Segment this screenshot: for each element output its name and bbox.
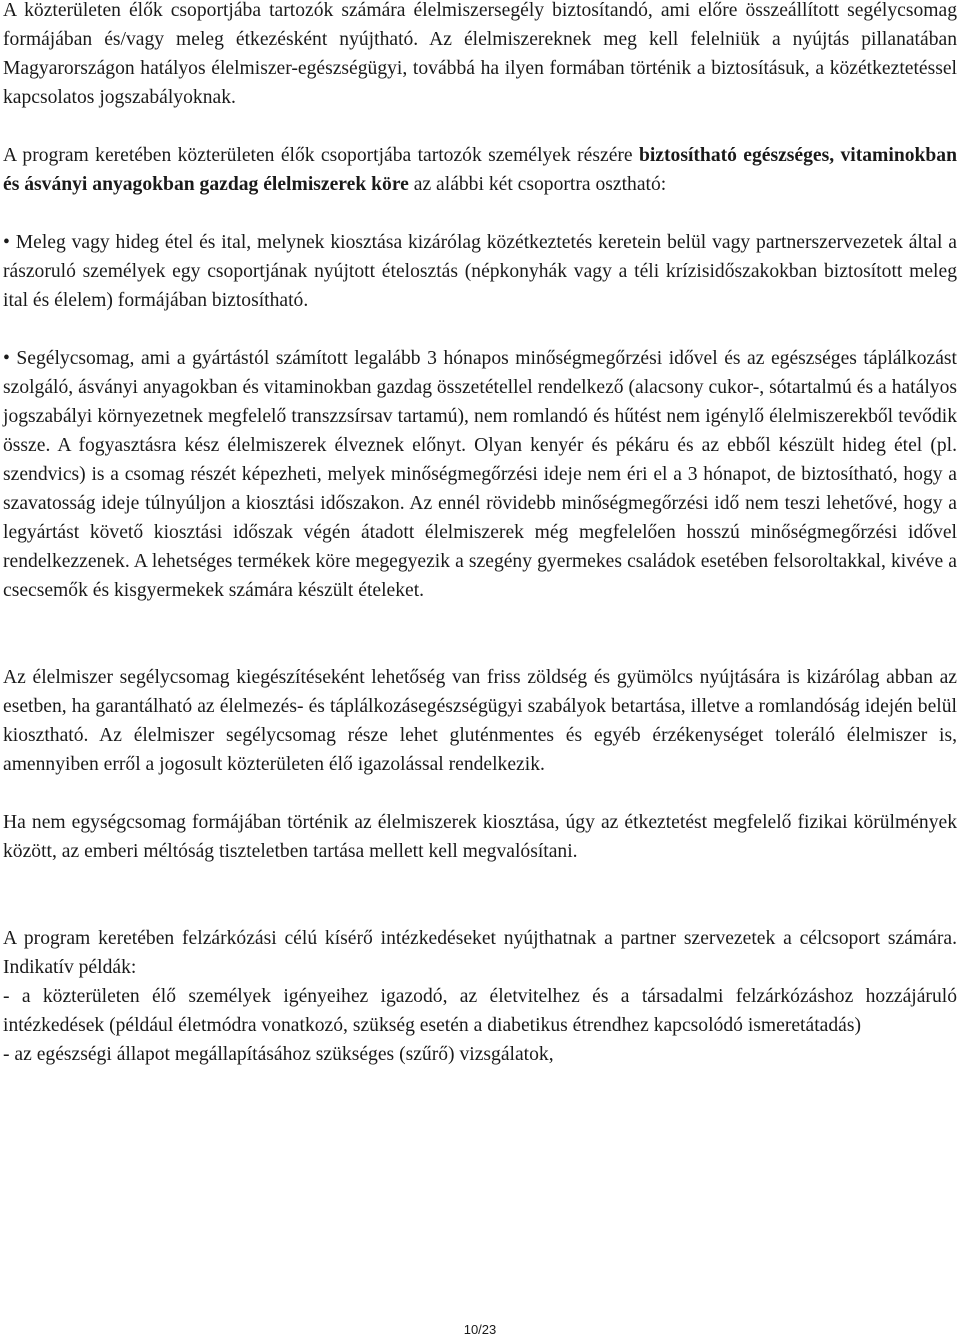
paragraph-food-groups-end: az alábbi két csoportra osztható: [408,174,667,195]
paragraph-food-aid-intro: A közterületen élők csoportjába tartozók számára élelmiszersegély biztosítandó, ami előre összeállított segélycsomag formájában és/vagy meleg étkezésként nyújtható. Az élelmiszereknek meg kell felelniük a nyújtás pillanatában Magyarországon hatályos élelmiszer-egészségügyi, továbbá ha ilyen formában történik a biztosításuk, a közétkeztetéssel kapcsolatos jogszabályoknak. [3,0,957,108]
paragraph-food-groups-intro: A program keretében közterületen élők csoportjába tartozók személyek részére [3,145,639,166]
bullet-item-aid-package: • Segélycsomag, ami a gyártástól számított legalább 3 hónapos minőségmegőrzési idővel és az egészséges táplálkozást szolgáló, ásványi anyagokban és vitaminokban gazdag összetétellel rendelkező (alacsony cukor-, sótartalmú és a hatályos jogszabályi környezetnek megfelelő transzzsírsav tartamú), nem romlandó és hűtést nem igénylő élelmiszerekből tevődik össze. A fogyasztásra kész élelmiszerek élveznek előnyt. Olyan kenyér és pékáru és az ebből készült hideg étel (pl. szendvics) is a csomag részét képezheti, melyek minőségmegőrzési ideje nem éri el a 3 hónapot, de biztosítható, hogy a szavatosság ideje túlnyúljon a kiosztási időszakon. Az ennél rövidebb minőségmegőrzési idő nem teszi lehetővé, hogy a legyártást követő kiosztási időszak végén átadott élelmiszerek még megfelelően hosszú minőségmegőrzési idővel rendelkezzenek. A lehetséges termékek köre megegyezik a szegény gyermekes családok esetében felsoroltakkal, kivéve a csecsemők és kisgyermekek számára készült ételeket. [3,348,957,601]
dash-item-lifestyle-measures: - a közterületen élő személyek igényeihez igazodó, az életvitelhez és a társadalmi felzárkózáshoz hozzájáruló intézkedések (például életmódra vonatkozó, szükség esetén a diabetikus étrendhez kapcsolódó ismeretátadás) [3,986,957,1036]
paragraph-food-groups-bold: biztosítható egészséges, vitaminokban és ásványi anyagokban gazdag élelmiszerek köre [3,145,957,195]
paragraph-dignity: Ha nem egységcsomag formájában történik az élelmiszerek kiosztása, úgy az étkeztetést megfelelő fizikai körülmények között, az emberi méltóság tiszteletben tartása mellett kell megvalósítani. [3,812,957,862]
document-page [3,0,957,1069]
paragraph-accompanying-measures: A program keretében felzárkózási célú kísérő intézkedéseket nyújthatnak a partner szervezetek a célcsoport számára. Indikatív példák: [3,928,957,978]
dash-item-health-screening: - az egészségi állapot megállapításához szükséges (szűrő) vizsgálatok, [3,1044,554,1065]
bullet-item-hot-cold-meal: • Meleg vagy hideg étel és ital, melynek kiosztása kizárólag közétkeztetés keretein belül vagy partnerszervezetek által a rászoruló személyek egy csoportjának nyújtott ételosztás (népkonyhák vagy a téli krízisidőszakokban biztosított meleg ital és élelem) formájában biztosítható. [3,232,957,311]
paragraph-food-groups [3,141,957,199]
page-number: 10/23 [463,1322,497,1337]
paragraph-fresh-produce: Az élelmiszer segélycsomag kiegészítéseként lehetőség van friss zöldség és gyümölcs nyújtására is kizárólag abban az esetben, ha garantálható az élelmezés- és táplálkozásegészségügyi szabályok betartása, illetve a romlandóság idején belül kiosztható. Az élelmiszer segélycsomag része lehet gluténmentes és egyéb érzékenységet toleráló élelmiszer is, amennyiben erről a jogosult közterületen élő igazolással rendelkezik. [3,667,957,775]
